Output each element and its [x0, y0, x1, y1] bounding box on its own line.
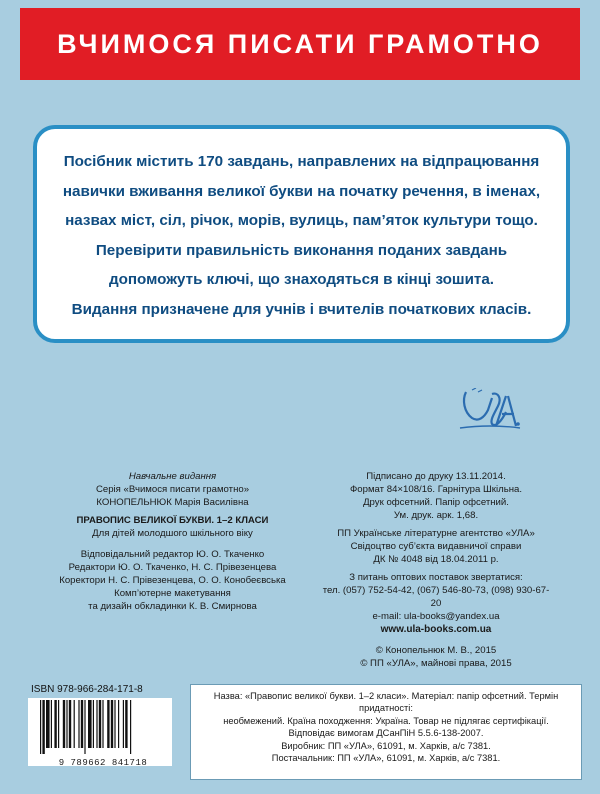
layout-credit: Комп’ютерне макетування — [114, 588, 231, 599]
series-name: Серія «Вчимося писати грамотно» — [95, 484, 250, 495]
description-line: допоможуть ключі, що знаходяться в кінці зошита. — [108, 271, 495, 288]
ula-publisher-logo — [458, 388, 524, 434]
print-type: Друк офсетний. Папір офсетний. — [363, 497, 509, 508]
description-line: назвах міст, сіл, річок, морів, вулиць, пам’яток культури тощо. — [65, 212, 538, 229]
product-info-box — [190, 684, 582, 780]
phones: тел. (057) 752-54-42, (067) 546-80-73, (098) 930-67-20 — [322, 585, 550, 609]
isbn-label: ISBN 978-966-284-171-8 — [31, 684, 143, 695]
certificate-number: ДК № 4048 від 18.04.2011 р. — [373, 554, 499, 565]
barcode-block — [28, 684, 176, 780]
description-line: Посібник містить 170 завдань, направлених на відпрацювання — [63, 153, 540, 170]
copyright-publisher: © ПП «УЛА», майнові права, 2015 — [360, 658, 512, 669]
proofreaders: Коректори Н. С. Прівезенцева, О. О. Конобеєвська — [59, 575, 286, 586]
product-info-line: Відповідає вимогам ДСанПіН 5.5.6-138-2007. — [288, 728, 484, 739]
editors: Редактори Ю. О. Ткаченко, Н. С. Прівезенцева — [68, 562, 277, 573]
cover-design-credit: та дизайн обкладинки К. В. Смирнова — [88, 601, 257, 612]
product-info-line: необмежений. Країна походження: Україна. Товар не підлягає сертифікації. — [223, 715, 549, 726]
description-line: Видання призначене для учнів і вчителів початкових класів. — [71, 300, 532, 318]
series-title: ВЧИМОСЯ ПИСАТИ ГРАМОТНО — [57, 28, 543, 59]
imprint-right — [318, 470, 554, 670]
copyright-author: © Конопельнюк М. В., 2015 — [375, 645, 497, 656]
product-info-line: Постачальник: ПП «УЛА», 61091, м. Харків, а/с 7381. — [271, 753, 501, 764]
barcode-number: 9 789662 841718 — [58, 758, 148, 768]
imprint-left — [40, 470, 305, 613]
certificate: Свідоцтво суб’єкта видавничої справи — [350, 541, 522, 552]
sheets: Ум. друк. арк. 1,68. — [393, 510, 479, 521]
print-date: Підписано до друку 13.11.2014. — [366, 471, 506, 482]
chief-editor: Відповідальний редактор Ю. О. Ткаченко — [80, 549, 265, 560]
book-title: ПРАВОПИС ВЕЛИКОЇ БУКВИ. 1–2 КЛАСИ — [76, 515, 269, 526]
description-box — [33, 125, 570, 343]
series-banner — [20, 8, 580, 80]
barcode-image — [28, 698, 172, 766]
edition-type: Навчальне видання — [128, 471, 217, 482]
wholesale-note: З питань оптових поставок звертатися: — [349, 572, 523, 583]
description-line: навички вживання великої букви на початку речення, в іменах, — [62, 182, 541, 200]
product-info-line: Виробник: ПП «УЛА», 61091, м. Харків, а/с 7381. — [281, 740, 491, 751]
barcode-bars — [38, 700, 168, 754]
author-name: КОНОПЕЛЬНЮК Марія Василівна — [96, 497, 249, 508]
audience: Для дітей молодшого шкільного віку — [92, 528, 253, 539]
email: e-mail: ula-books@yandex.ua — [372, 611, 500, 622]
product-info-line: Назва: «Правопис великої букви. 1–2 класи». Матеріал: папір офсетний. Термін придатності: — [213, 691, 559, 714]
website-link: www.ula-books.com.ua — [380, 624, 492, 635]
format: Формат 84×108/16. Гарнітура Шкільна. — [350, 484, 522, 495]
publisher: ПП Українське літературне агентство «УЛА» — [337, 528, 535, 539]
description-line: Перевірити правильність виконання поданих завдань — [95, 241, 508, 259]
